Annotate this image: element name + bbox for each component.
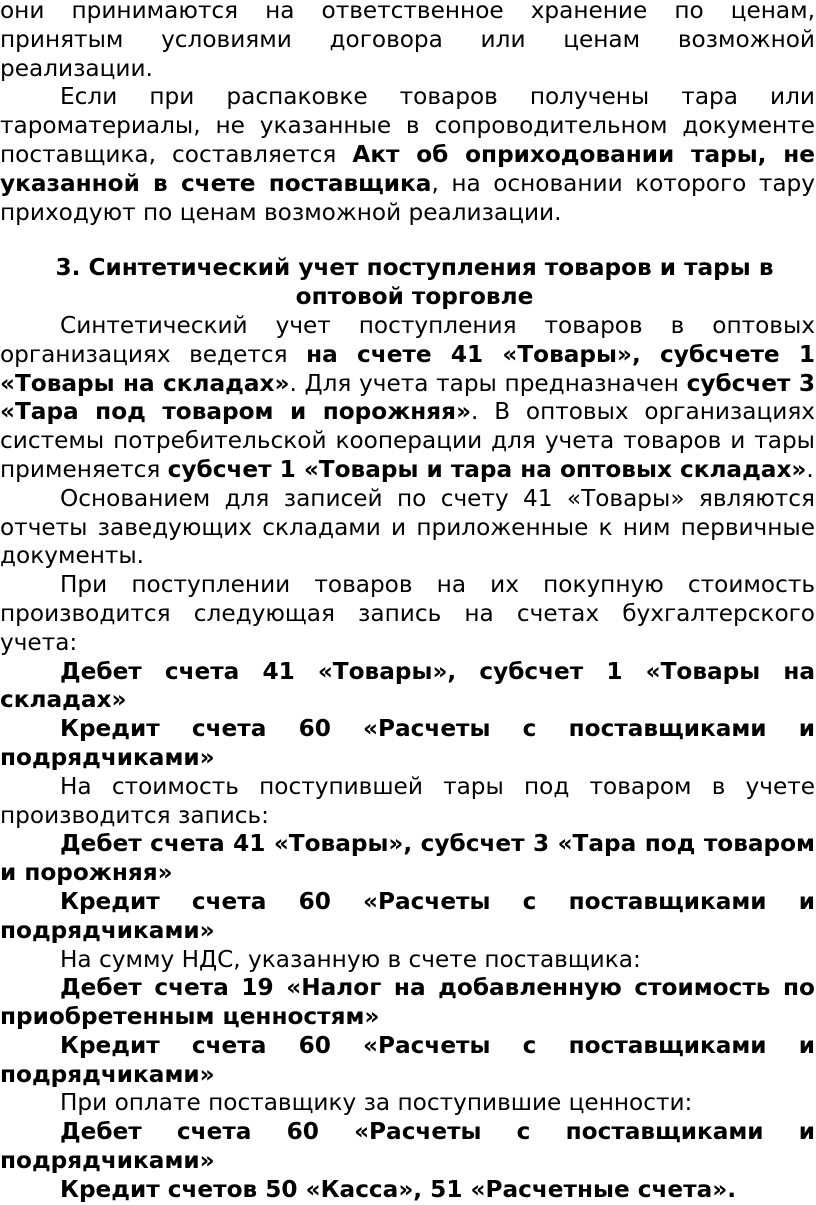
paragraph-basis: Основанием для записей по счету 41 «Товары» являются отчеты заведующих складами и приложенные к ним первичные документы. — [0, 484, 815, 570]
paragraph-text: . В оптовых организациях системы потребительской кооперации для учета товаров и тары применяется — [0, 398, 815, 483]
act-title-bold: Акт об оприходовании тары, не указанной в счете поставщика — [0, 140, 815, 197]
entry-2-credit: Кредит счета 60 «Расчеты с поставщиками и подрядчиками» — [0, 887, 815, 944]
account-41-bold: на счете 41 «Товары», субсчете 1 «Товары на складах» — [0, 340, 816, 397]
paragraph-continuation — [0, 0, 815, 83]
paragraph-text: они принимаются на ответственное хранение по ценам, принятым условиями договора или ценам возможной реализации. — [0, 0, 815, 82]
subaccount-1-bold: субсчет 1 «Товары и тара на оптовых складах» — [167, 455, 807, 483]
paragraph-text: . Для учета тары предназначен — [289, 369, 687, 397]
paragraph-text: Синтетический учет поступления товаров в оптовых организациях ведется — [0, 311, 815, 368]
paragraph-text: Если при распаковке товаров получены тара или тароматериалы, не указанные в сопроводительном документе поставщика, составляется — [0, 83, 815, 168]
entry-4-debit: Дебет счета 60 «Расчеты с поставщиками и подрядчиками» — [0, 1118, 815, 1175]
entry-1-debit: Дебет счета 41 «Товары», субсчет 1 «Товары на складах» — [0, 657, 815, 714]
paragraph-synthetic-accounting — [0, 312, 815, 485]
entry-1-credit: Кредит счета 60 «Расчеты с поставщиками и подрядчиками» — [0, 715, 815, 771]
entry-3-debit: Дебет счета 19 «Налог на добавленную стоимость по приобретенным ценностям» — [0, 974, 815, 1031]
paragraph-receipt: При поступлении товаров на их покупную стоимость производится следующая запись на счетах бухгалтерского учета: — [0, 571, 815, 656]
entry-4-credit: Кредит счетов 50 «Касса», 51 «Расчетные счета». — [60, 1175, 737, 1203]
paragraph-payment: При оплате поставщику за поступившие ценности: — [60, 1089, 693, 1117]
section-spacer — [0, 227, 815, 254]
paragraph-text: , на основании которого тару приходуют по ценам возможной реализации. — [0, 169, 815, 226]
entry-2-debit: Дебет счета 41 «Товары», субсчет 3 «Тара под товаром и порожняя» — [0, 830, 815, 887]
section-heading: 3. Синтетический учет поступления товаров и тары в оптовой торговле — [55, 254, 774, 311]
paragraph-container-act — [0, 83, 815, 227]
entry-3-credit: Кредит счета 60 «Расчеты с поставщиками и подрядчиками» — [0, 1031, 815, 1088]
paragraph-container-cost: На стоимость поступившей тары под товаром в учете производится запись: — [0, 772, 815, 829]
paragraph-text: . — [806, 455, 814, 483]
subaccount-3-bold: субсчет 3 «Тара под товаром и порожняя» — [0, 369, 815, 426]
paragraph-vat: На сумму НДС, указанную в счете поставщика: — [60, 945, 641, 973]
